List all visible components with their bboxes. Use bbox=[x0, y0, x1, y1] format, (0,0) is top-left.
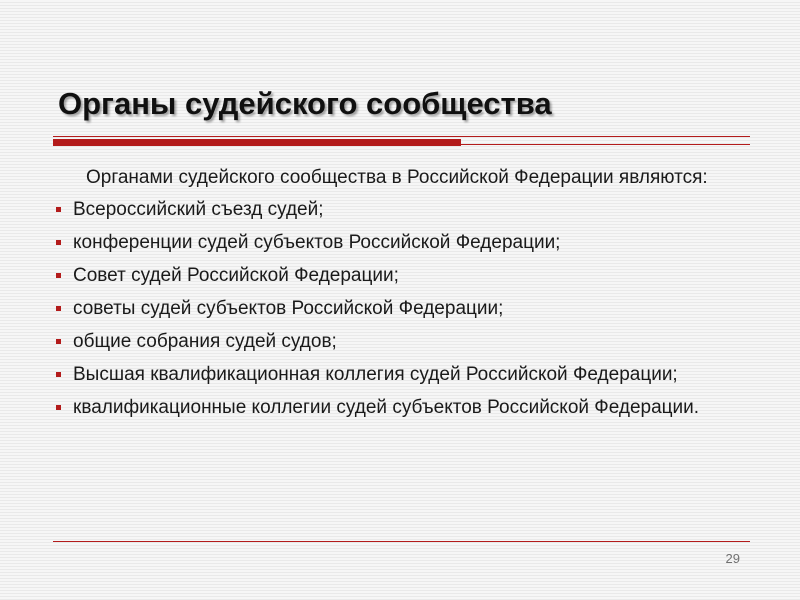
list-item-text: общие собрания судей судов; bbox=[73, 331, 337, 352]
title-divider-line bbox=[53, 136, 750, 137]
footer-divider-line bbox=[53, 541, 750, 542]
list-item-text: Всероссийский съезд судей; bbox=[73, 199, 324, 220]
bullet-icon bbox=[56, 306, 61, 311]
slide-body bbox=[56, 166, 742, 429]
title-accent-bar bbox=[53, 139, 461, 146]
list-item-text: Высшая квалификационная коллегия судей Российской Федерации; bbox=[73, 364, 678, 385]
bullet-icon bbox=[56, 240, 61, 245]
list-item bbox=[56, 330, 742, 354]
list-item bbox=[56, 231, 742, 255]
list-item bbox=[56, 198, 742, 222]
slide-title: Органы судейского сообщества bbox=[58, 86, 552, 121]
bullet-icon bbox=[56, 372, 61, 377]
bullet-icon bbox=[56, 339, 61, 344]
intro-paragraph: Органами судейского сообщества в Российской Федерации являются: bbox=[86, 167, 708, 188]
list-item-text: советы судей субъектов Российской Федерации; bbox=[73, 298, 504, 319]
title-divider-line-lower bbox=[461, 144, 750, 145]
list-item-text: квалификационные коллегии судей субъектов Российской Федерации. bbox=[73, 397, 700, 418]
list-item-text: конференции судей субъектов Российской Федерации; bbox=[73, 232, 561, 253]
list-item bbox=[56, 363, 742, 387]
bullet-list bbox=[56, 198, 742, 420]
bullet-icon bbox=[56, 207, 61, 212]
list-item bbox=[56, 297, 742, 321]
list-item bbox=[56, 396, 742, 420]
list-item-text: Совет судей Российской Федерации; bbox=[73, 265, 399, 286]
bullet-icon bbox=[56, 405, 61, 410]
bullet-icon bbox=[56, 273, 61, 278]
list-item bbox=[56, 264, 742, 288]
page-number: 29 bbox=[725, 551, 740, 566]
